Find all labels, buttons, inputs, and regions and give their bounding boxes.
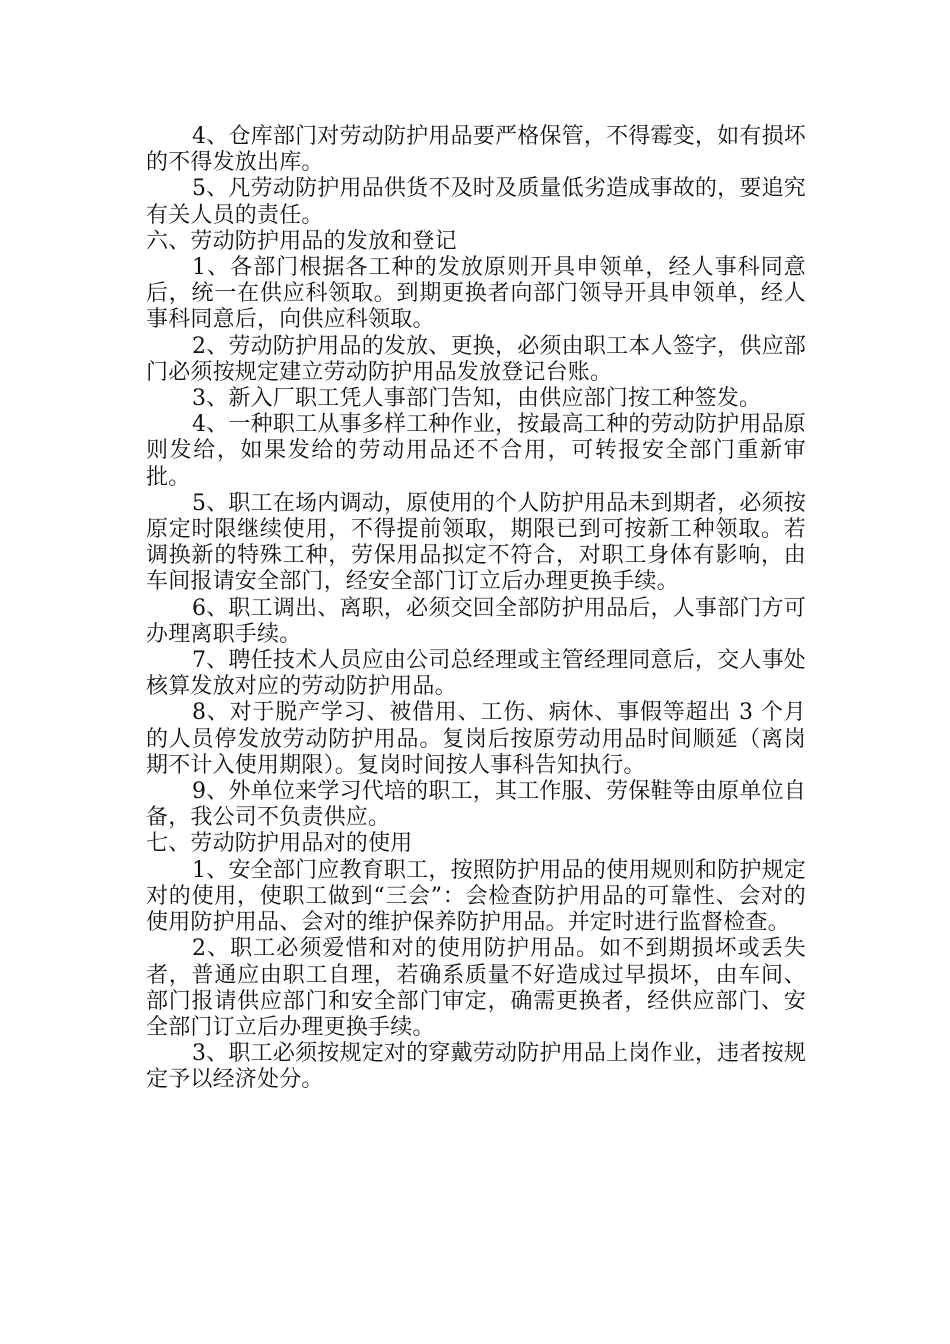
section-heading-usage: 七、劳动防护用品对的使用 [146,831,413,857]
paragraph-5-supply-accountability: 5、凡劳动防护用品供货不及时及质量低劣造成事故的，要追究有关人员的责任。 [146,176,806,228]
paragraph-4-warehouse-storage: 4、仓库部门对劳动防护用品要严格保管，不得霉变，如有损坏的不得发放出库。 [146,124,806,176]
paragraph-8-suspension: 8、对于脱产学习、被借用、工伤、病休、事假等超出 3 个月的人员停发放劳动防护用品。复岗后按原劳动用品时间顺延（离岗期不计入使用期限）。复岗时间按人事科告知执行。 [146,700,806,778]
paragraph-2-care-replacement: 2、职工必须爱惜和对的使用防护用品。如不到期损坏或丢失者，普通应由职工自理，若确系质量不好造成过早损坏，由车间、部门报请供应部门和安全部门审定，确需更换者，经供应部门、安全部门订立后办理更换手续。 [146,936,806,1040]
paragraph-4-multiple-jobs: 4、一种职工从事多样工种作业，按最高工种的劳动防护用品原则发给，如果发给的劳动用品还不合用，可转报安全部门重新审批。 [146,412,806,490]
document-body [146,124,806,1094]
paragraph-5-transfers: 5、职工在场内调动，原使用的个人防护用品未到期者，必须按原定时限继续使用，不得提前领取，期限已到可按新工种领取。若调换新的特殊工种，劳保用品拟定不符合，对职工身体有影响，由车间报请安全部门，经安全部门订立后办理更换手续。 [146,490,806,595]
paragraph-7-technical-staff: 7、聘任技术人员应由公司总经理或主管经理同意后，交人事处核算发放对应的劳动防护用品。 [146,648,806,700]
paragraph-3-compliance: 3、职工必须按规定对的穿戴劳动防护用品上岗作业，违者按规定予以经济处分。 [146,1041,806,1093]
paragraph-2-signing-ledger: 2、劳动防护用品的发放、更换，必须由职工本人签字，供应部门必须按规定建立劳动防护用品发放登记台账。 [146,333,806,385]
paragraph-6-resignation: 6、职工调出、离职，必须交回全部防护用品后，人事部门方可办理离职手续。 [146,595,806,647]
paragraph-9-external-trainees: 9、外单位来学习代培的职工，其工作服、劳保鞋等由原单位自备，我公司不负责供应。 [146,779,806,831]
paragraph-3-new-employees: 3、新入厂职工凭人事部门告知，由供应部门按工种签发。 [192,386,762,412]
section-heading-distribution: 六、劳动防护用品的发放和登记 [146,228,457,254]
paragraph-1-education: 1、安全部门应教育职工，按照防护用品的使用规则和防护规定对的使用，使职工做到“三会”：会检查防护用品的可靠性、会对的使用防护用品、会对的维护保养防护用品。并定时进行监督检查。 [146,857,806,936]
paragraph-1-application: 1、各部门根据各工种的发放原则开具申领单，经人事科同意后，统一在供应科领取。到期更换者向部门领导开具申领单，经人事科同意后，向供应科领取。 [146,255,806,333]
